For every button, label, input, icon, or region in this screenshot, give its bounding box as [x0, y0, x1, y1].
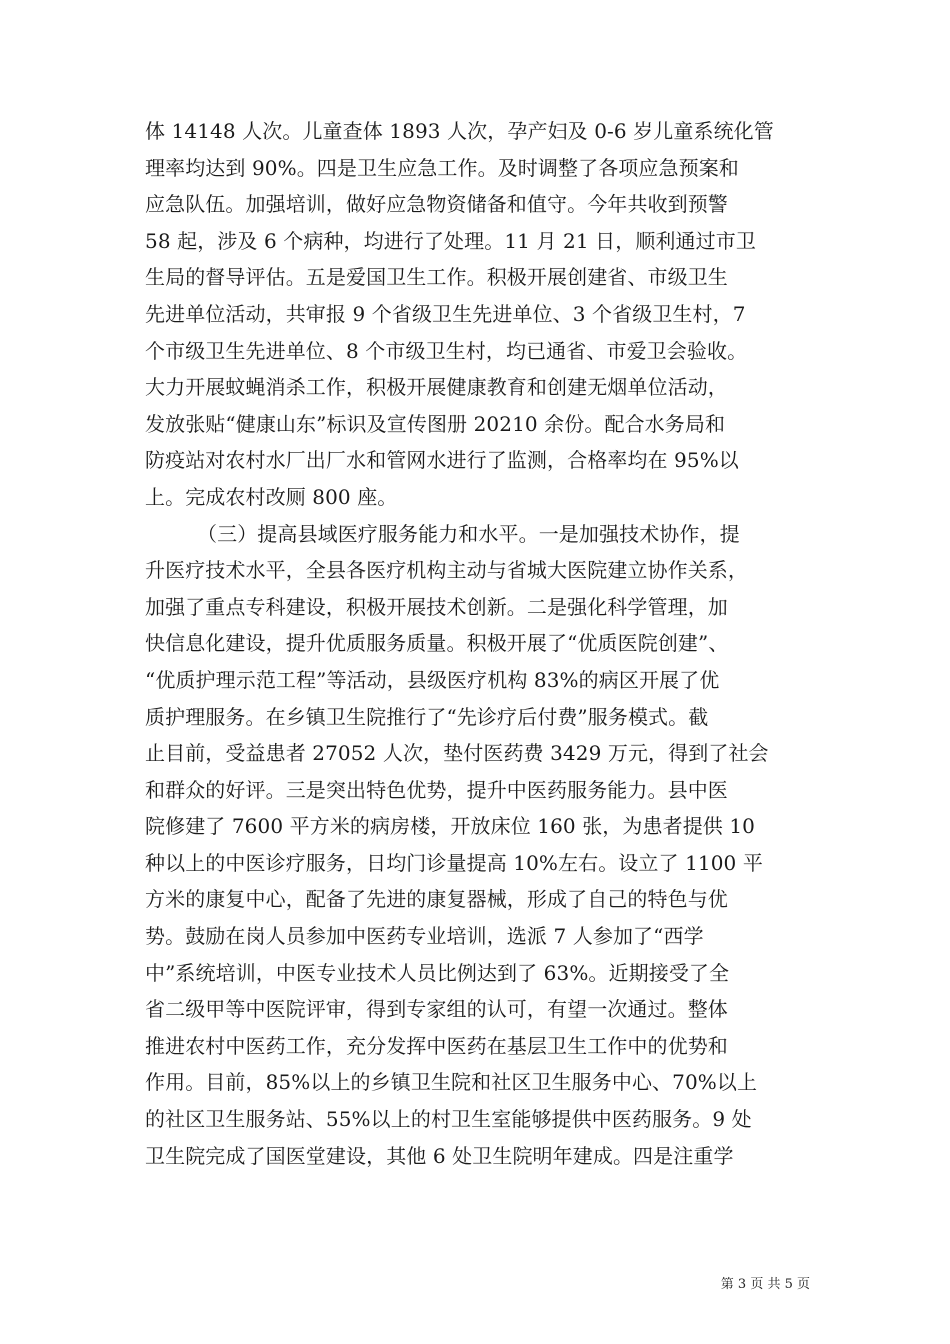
text-line: 大力开展蚊蝇消杀工作，积极开展健康教育和创建无烟单位活动，	[145, 375, 728, 400]
text-line: 升医疗技术水平，全县各医疗机构主动与省城大医院建立协作关系，	[145, 558, 748, 583]
text-line: 止目前，受益患者 27052 人次，垫付医药费 3429 万元，得到了社会	[145, 741, 769, 766]
text-line: 发放张贴“健康山东”标识及宣传图册 20210 余份。配合水务局和	[145, 411, 726, 436]
text-line: 种以上的中医诊疗服务，日均门诊量提高 10%左右。设立了 1100 平	[145, 850, 763, 875]
page-number-footer: 第 3 页 共 5 页	[720, 1277, 810, 1292]
text-line: 和群众的好评。三是突出特色优势，提升中医药服务能力。县中医	[145, 777, 728, 802]
text-line: 加强了重点专科建设，积极开展技术创新。二是强化科学管理，加	[145, 594, 728, 619]
text-line: 的社区卫生服务站、55%以上的村卫生室能够提供中医药服务。9 处	[145, 1107, 752, 1132]
text-line: 58 起，涉及 6 个病种，均进行了处理。11 月 21 日，顺利通过市卫	[145, 228, 756, 253]
text-line: 省二级甲等中医院评审，得到专家组的认可，有望一次通过。整体	[145, 997, 728, 1022]
text-line: 院修建了 7600 平方米的病房楼，开放床位 160 张，为患者提供 10	[145, 814, 756, 839]
text-line: 个市级卫生先进单位、8 个市级卫生村，均已通省、市爱卫会验收。	[145, 338, 748, 363]
text-line: 应急队伍。加强培训，做好应急物资储备和值守。今年共收到预警	[145, 192, 728, 217]
text-line: 体 14148 人次。儿童查体 1893 人次，孕产妇及 0-6 岁儿童系统化管	[145, 119, 774, 143]
text-line: 卫生院完成了国医堂建设，其他 6 处卫生院明年建成。四是注重学	[145, 1143, 734, 1168]
text-line: 作用。目前，85%以上的乡镇卫生院和社区卫生服务中心、70%以上	[145, 1070, 758, 1095]
text-line: 上。完成农村改厕 800 座。	[145, 484, 398, 509]
text-line: 生局的督导评估。五是爱国卫生工作。积极开展创建省、市级卫生	[145, 265, 728, 290]
text-line: 推进农村中医药工作，充分发挥中医药在基层卫生工作中的优势和	[145, 1033, 728, 1058]
text-line: 防疫站对农村水厂出厂水和管网水进行了监测，合格率均在 95%以	[145, 448, 739, 473]
paragraph-start-line: （三）提高县域医疗服务能力和水平。一是加强技术协作，提	[197, 521, 740, 546]
text-line: 理率均达到 90%。四是卫生应急工作。及时调整了各项应急预案和	[145, 155, 739, 180]
text-line: 方米的康复中心，配备了先进的康复器械，形成了自己的特色与优	[145, 887, 728, 912]
text-line: 质护理服务。在乡镇卫生院推行了“先诊疗后付费”服务模式。截	[145, 704, 709, 729]
text-line: 势。鼓励在岗人员参加中医药专业培训，选派 7 人参加了“西学	[145, 924, 704, 949]
text-line: “优质护理示范工程”等活动，县级医疗机构 83%的病区开展了优	[145, 667, 720, 692]
text-line: 快信息化建设，提升优质服务质量。积极开展了“优质医院创建”、	[145, 631, 729, 656]
text-line: 中”系统培训，中医专业技术人员比例达到了 63%。近期接受了全	[145, 960, 730, 985]
body-text	[145, 113, 817, 1174]
text-line: 先进单位活动，共审报 9 个省级卫生先进单位、3 个省级卫生村，7	[145, 301, 746, 326]
